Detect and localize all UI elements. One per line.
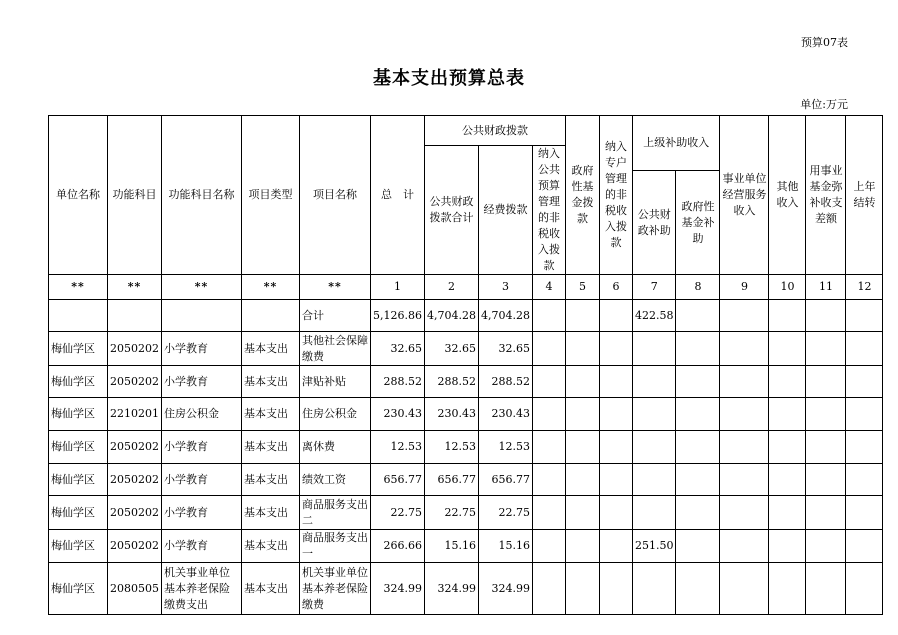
empty-cell <box>565 464 599 496</box>
upper-pf-cell <box>632 398 676 431</box>
column-number-cell: 11 <box>806 275 846 300</box>
empty-cell <box>806 366 846 398</box>
func-code-cell: 2050202 <box>108 464 162 496</box>
header-other-income: 其他收入 <box>769 116 806 275</box>
total-upper-pf: 422.58 <box>632 300 676 332</box>
empty-cell <box>806 431 846 464</box>
func-name-cell: 小学教育 <box>162 431 242 464</box>
empty-cell <box>532 530 565 563</box>
header-special-nontax: 纳入专户管理的非税收入拨款 <box>599 116 632 275</box>
column-number-cell: 1 <box>371 275 425 300</box>
upper-pf-cell <box>632 464 676 496</box>
empty-cell <box>806 563 846 615</box>
empty-cell <box>599 563 632 615</box>
func-name-cell: 住房公积金 <box>162 398 242 431</box>
func-name-cell: 小学教育 <box>162 530 242 563</box>
column-number-cell: 12 <box>846 275 883 300</box>
empty-cell <box>676 496 720 530</box>
header-total: 总 计 <box>371 116 425 275</box>
item-type-cell: 基本支出 <box>242 496 300 530</box>
header-fund-offset: 用事业基金弥补收支差额 <box>806 116 846 275</box>
func-code-cell: 2050202 <box>108 530 162 563</box>
empty-cell <box>676 366 720 398</box>
item-type-cell: 基本支出 <box>242 563 300 615</box>
empty-cell <box>769 332 806 366</box>
table-row <box>49 563 883 615</box>
header-pf-total: 公共财政拨款合计 <box>424 146 478 275</box>
table-row <box>49 431 883 464</box>
empty-cell <box>806 530 846 563</box>
func-code-cell: 2050202 <box>108 332 162 366</box>
empty-cell <box>769 563 806 615</box>
func-name-cell: 小学教育 <box>162 496 242 530</box>
upper-pf-cell <box>632 332 676 366</box>
table-row <box>49 464 883 496</box>
func-name-cell: 小学教育 <box>162 332 242 366</box>
pf-funds-cell: 324.99 <box>478 563 532 615</box>
total-cell: 656.77 <box>371 464 425 496</box>
item-type-cell: 基本支出 <box>242 431 300 464</box>
pf-total-cell: 656.77 <box>424 464 478 496</box>
empty-cell <box>532 332 565 366</box>
form-number: 预算07表 <box>801 36 848 49</box>
item-type-cell: 基本支出 <box>242 332 300 366</box>
empty-cell <box>532 563 565 615</box>
empty-cell <box>532 431 565 464</box>
empty-cell <box>846 431 883 464</box>
header-upper-pf: 公共财政补助 <box>632 171 676 275</box>
empty-cell <box>599 366 632 398</box>
header-pf-funds: 经费拨款 <box>478 146 532 275</box>
empty-cell <box>769 530 806 563</box>
empty-cell <box>720 366 769 398</box>
item-name-cell: 绩效工资 <box>300 464 371 496</box>
empty-cell <box>565 496 599 530</box>
upper-pf-cell <box>632 496 676 530</box>
header-carryover: 上年结转 <box>846 116 883 275</box>
empty-cell <box>676 530 720 563</box>
empty-cell <box>846 464 883 496</box>
total-cell: 288.52 <box>371 366 425 398</box>
unit-cell: 梅仙学区 <box>49 563 108 615</box>
total-pf-total: 4,704.28 <box>424 300 478 332</box>
column-number-cell: 10 <box>769 275 806 300</box>
empty-cell <box>806 332 846 366</box>
empty-cell <box>720 398 769 431</box>
total-cell: 324.99 <box>371 563 425 615</box>
header-pf-nontax: 纳入公共预算管理的非税收入拨款 <box>532 146 565 275</box>
func-name-cell: 小学教育 <box>162 366 242 398</box>
header-upper-subsidy: 上级补助收入 <box>632 116 720 171</box>
total-cell: 266.66 <box>371 530 425 563</box>
table-row <box>49 332 883 366</box>
column-number-cell: 8 <box>676 275 720 300</box>
pf-total-cell: 288.52 <box>424 366 478 398</box>
empty-cell <box>599 530 632 563</box>
empty-cell <box>532 496 565 530</box>
upper-pf-cell <box>632 431 676 464</box>
column-number-cell: ** <box>49 275 108 300</box>
pf-funds-cell: 230.43 <box>478 398 532 431</box>
func-code-cell: 2050202 <box>108 496 162 530</box>
unit-cell: 梅仙学区 <box>49 398 108 431</box>
page-title: 基本支出预算总表 <box>373 68 525 89</box>
upper-pf-cell: 251.50 <box>632 530 676 563</box>
empty-cell <box>846 530 883 563</box>
header-gov-fund: 政府性基金拨款 <box>565 116 599 275</box>
empty-cell <box>565 398 599 431</box>
unit-cell: 梅仙学区 <box>49 496 108 530</box>
empty-cell <box>720 431 769 464</box>
empty-cell <box>769 464 806 496</box>
func-code-cell: 2050202 <box>108 366 162 398</box>
empty-cell <box>846 496 883 530</box>
empty-cell <box>599 398 632 431</box>
column-number-row <box>49 275 883 300</box>
item-type-cell: 基本支出 <box>242 464 300 496</box>
func-name-cell: 小学教育 <box>162 464 242 496</box>
empty-cell <box>720 464 769 496</box>
empty-cell <box>599 431 632 464</box>
pf-funds-cell: 288.52 <box>478 366 532 398</box>
budget-table <box>48 115 883 615</box>
total-amount: 5,126.86 <box>371 300 425 332</box>
header-public-finance: 公共财政拨款 <box>424 116 565 146</box>
empty-cell <box>676 464 720 496</box>
upper-pf-cell <box>632 563 676 615</box>
empty-cell <box>769 398 806 431</box>
empty-cell <box>565 332 599 366</box>
column-number-cell: 5 <box>565 275 599 300</box>
empty-cell <box>599 496 632 530</box>
empty-cell <box>720 530 769 563</box>
empty-cell <box>532 398 565 431</box>
column-number-cell: ** <box>300 275 371 300</box>
empty-cell <box>676 563 720 615</box>
total-cell: 22.75 <box>371 496 425 530</box>
total-cell: 230.43 <box>371 398 425 431</box>
pf-funds-cell: 656.77 <box>478 464 532 496</box>
func-name-cell: 机关事业单位基本养老保险缴费支出 <box>162 563 242 615</box>
item-name-cell: 其他社会保障缴费 <box>300 332 371 366</box>
column-number-cell: 4 <box>532 275 565 300</box>
pf-funds-cell: 22.75 <box>478 496 532 530</box>
item-type-cell: 基本支出 <box>242 366 300 398</box>
column-number-cell: 6 <box>599 275 632 300</box>
item-name-cell: 商品服务支出一 <box>300 530 371 563</box>
column-number-cell: 9 <box>720 275 769 300</box>
func-code-cell: 2050202 <box>108 431 162 464</box>
empty-cell <box>769 431 806 464</box>
item-type-cell: 基本支出 <box>242 398 300 431</box>
item-name-cell: 津贴补贴 <box>300 366 371 398</box>
empty-cell <box>720 332 769 366</box>
table-row <box>49 398 883 431</box>
empty-cell <box>846 563 883 615</box>
total-cell: 32.65 <box>371 332 425 366</box>
empty-cell <box>846 398 883 431</box>
empty-cell <box>676 431 720 464</box>
column-number-cell: 7 <box>632 275 676 300</box>
empty-cell <box>806 496 846 530</box>
item-name-cell: 住房公积金 <box>300 398 371 431</box>
item-name-cell: 商品服务支出二 <box>300 496 371 530</box>
empty-cell <box>532 464 565 496</box>
empty-cell <box>599 464 632 496</box>
column-number-cell: 3 <box>478 275 532 300</box>
item-name-cell: 离休费 <box>300 431 371 464</box>
unit-cell: 梅仙学区 <box>49 530 108 563</box>
empty-cell <box>565 366 599 398</box>
column-number-cell: 2 <box>424 275 478 300</box>
pf-funds-cell: 32.65 <box>478 332 532 366</box>
item-type-cell: 基本支出 <box>242 530 300 563</box>
empty-cell <box>720 563 769 615</box>
pf-total-cell: 22.75 <box>424 496 478 530</box>
empty-cell <box>806 464 846 496</box>
total-row <box>49 300 883 332</box>
pf-total-cell: 12.53 <box>424 431 478 464</box>
header-item-type: 项目类型 <box>242 116 300 275</box>
table-row <box>49 366 883 398</box>
unit-cell: 梅仙学区 <box>49 464 108 496</box>
unit-label: 单位:万元 <box>800 98 848 111</box>
func-code-cell: 2080505 <box>108 563 162 615</box>
empty-cell <box>720 496 769 530</box>
header-biz-income: 事业单位经营服务收入 <box>720 116 769 275</box>
empty-cell <box>599 332 632 366</box>
header-item-name: 项目名称 <box>300 116 371 275</box>
unit-cell: 梅仙学区 <box>49 431 108 464</box>
empty-cell <box>676 332 720 366</box>
pf-funds-cell: 15.16 <box>478 530 532 563</box>
total-pf-funds: 4,704.28 <box>478 300 532 332</box>
column-number-cell: ** <box>108 275 162 300</box>
pf-total-cell: 32.65 <box>424 332 478 366</box>
pf-funds-cell: 12.53 <box>478 431 532 464</box>
empty-cell <box>532 366 565 398</box>
pf-total-cell: 230.43 <box>424 398 478 431</box>
header-upper-gov: 政府性基金补助 <box>676 171 720 275</box>
empty-cell <box>806 398 846 431</box>
pf-total-cell: 15.16 <box>424 530 478 563</box>
empty-cell <box>846 366 883 398</box>
unit-cell: 梅仙学区 <box>49 332 108 366</box>
empty-cell <box>846 332 883 366</box>
item-name-cell: 机关事业单位基本养老保险缴费 <box>300 563 371 615</box>
total-cell: 12.53 <box>371 431 425 464</box>
total-label: 合计 <box>300 300 371 332</box>
unit-cell: 梅仙学区 <box>49 366 108 398</box>
pf-total-cell: 324.99 <box>424 563 478 615</box>
empty-cell <box>565 563 599 615</box>
header-func-name: 功能科目名称 <box>162 116 242 275</box>
empty-cell <box>769 496 806 530</box>
empty-cell <box>769 366 806 398</box>
upper-pf-cell <box>632 366 676 398</box>
empty-cell <box>565 530 599 563</box>
header-unit-name: 单位名称 <box>49 116 108 275</box>
column-number-cell: ** <box>162 275 242 300</box>
header-func-code: 功能科目 <box>108 116 162 275</box>
table-row <box>49 496 883 530</box>
table-row <box>49 530 883 563</box>
func-code-cell: 2210201 <box>108 398 162 431</box>
empty-cell <box>565 431 599 464</box>
column-number-cell: ** <box>242 275 300 300</box>
empty-cell <box>676 398 720 431</box>
